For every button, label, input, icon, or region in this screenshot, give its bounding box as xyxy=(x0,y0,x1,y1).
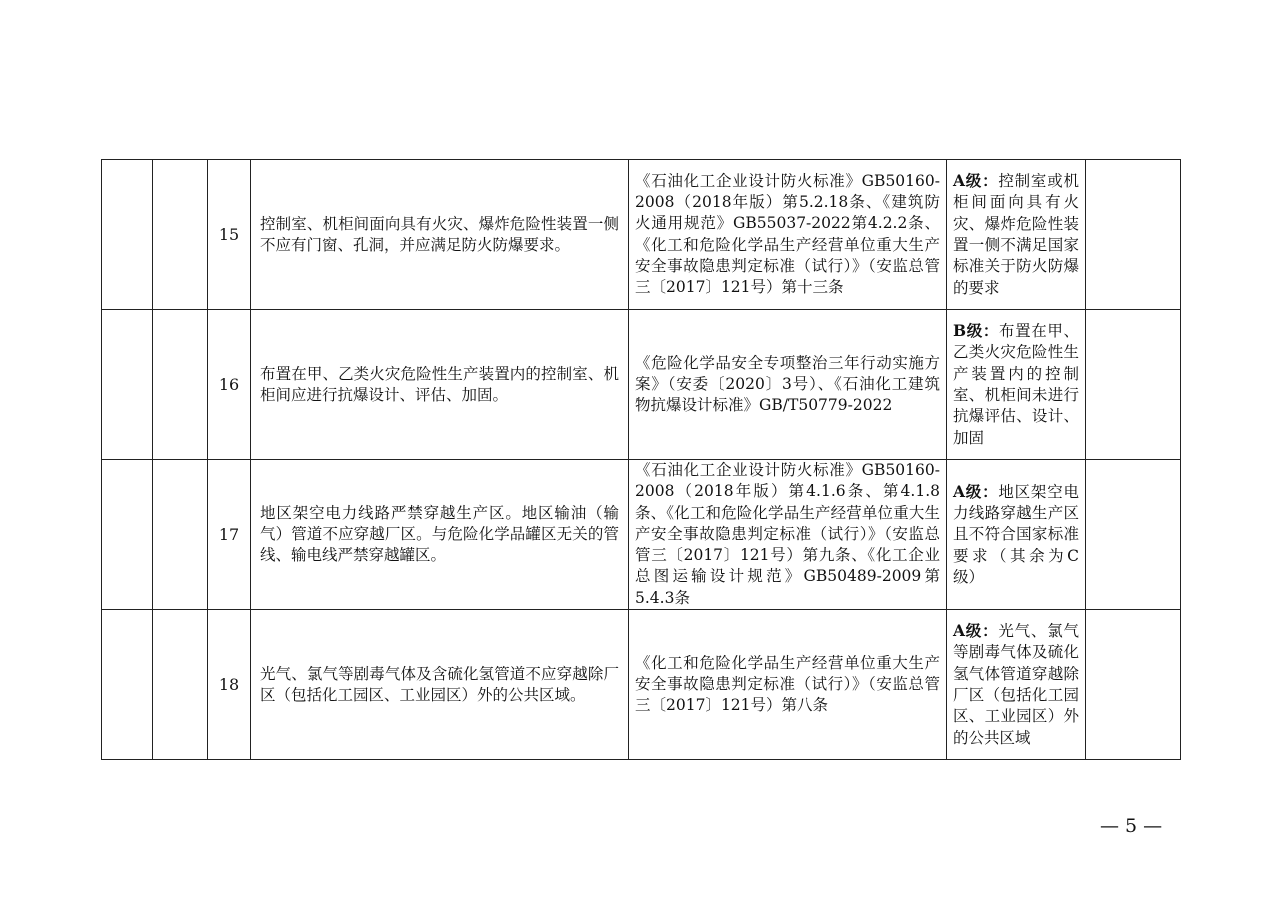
requirement-text: 控制室、机柜间面向具有火灾、爆炸危险性装置一侧不应有门窗、孔洞，并应满足防火防爆要求。 xyxy=(251,160,629,310)
subcategory-cell xyxy=(153,160,208,310)
remarks-cell xyxy=(1086,310,1181,460)
row-number: 17 xyxy=(208,460,251,610)
hazard-level-cell xyxy=(947,460,1086,610)
remarks-cell xyxy=(1086,460,1181,610)
row-number: 18 xyxy=(208,610,251,760)
level-label: A级： xyxy=(953,481,999,501)
subcategory-cell xyxy=(153,610,208,760)
page-number: — 5 — xyxy=(1100,815,1163,837)
level-label: B级： xyxy=(953,321,999,341)
requirement-text: 地区架空电力线路严禁穿越生产区。地区输油（输气）管道不应穿越厂区。与危险化学品罐区无关的管线、输电线严禁穿越罐区。 xyxy=(251,460,629,610)
hazard-standards-table xyxy=(101,159,1181,760)
table-row xyxy=(102,160,1181,310)
hazard-level-cell xyxy=(947,160,1086,310)
table-row xyxy=(102,610,1181,760)
hazard-level-cell xyxy=(947,610,1086,760)
remarks-cell xyxy=(1086,160,1181,310)
row-number: 16 xyxy=(208,310,251,460)
level-label: A级： xyxy=(953,171,999,191)
category-cell xyxy=(102,160,153,310)
level-text: 布置在甲、乙类火灾危险性生产装置内的控制室、机柜间未进行抗爆评估、设计、加固 xyxy=(953,322,1079,447)
level-text: 光气、氯气等剧毒气体及硫化氢气体管道穿越除厂区（包括化工园区、工业园区）外的公共区域 xyxy=(953,622,1079,747)
row-number: 15 xyxy=(208,160,251,310)
basis-text: 《化工和危险化学品生产经营单位重大生产安全事故隐患判定标准（试行）》（安监总管三〔2017〕121号）第八条 xyxy=(629,610,947,760)
table-row xyxy=(102,460,1181,610)
category-cell xyxy=(102,610,153,760)
category-cell xyxy=(102,310,153,460)
category-cell xyxy=(102,460,153,610)
requirement-text: 布置在甲、乙类火灾危险性生产装置内的控制室、机柜间应进行抗爆设计、评估、加固。 xyxy=(251,310,629,460)
remarks-cell xyxy=(1086,610,1181,760)
basis-text: 《石油化工企业设计防火标准》GB50160-2008（2018年版）第4.1.6条、第4.1.8条、《化工和危险化学品生产经营单位重大生产安全事故隐患判定标准（试行）》（安监总管三〔2017〕121号）第九条、《化工企业总图运输设计规范》GB50489-2009第5.4.3条 xyxy=(629,460,947,610)
requirement-text: 光气、氯气等剧毒气体及含硫化氢管道不应穿越除厂区（包括化工园区、工业园区）外的公共区域。 xyxy=(251,610,629,760)
level-label: A级： xyxy=(953,621,999,641)
table-row xyxy=(102,310,1181,460)
level-text: 控制室或机柜间面向具有火灾、爆炸危险性装置一侧不满足国家标准关于防火防爆的要求 xyxy=(953,172,1079,297)
subcategory-cell xyxy=(153,310,208,460)
basis-text: 《危险化学品安全专项整治三年行动实施方案》（安委〔2020〕3号）、《石油化工建筑物抗爆设计标准》GB/T50779-2022 xyxy=(629,310,947,460)
basis-text: 《石油化工企业设计防火标准》GB50160-2008（2018年版）第5.2.18条、《建筑防火通用规范》GB55037-2022第4.2.2条、《化工和危险化学品生产经营单位重大生产安全事故隐患判定标准（试行）》（安监总管三〔2017〕121号）第十三条 xyxy=(629,160,947,310)
subcategory-cell xyxy=(153,460,208,610)
hazard-level-cell xyxy=(947,310,1086,460)
level-text: 地区架空电力线路穿越生产区且不符合国家标准要求（其余为C级） xyxy=(953,482,1079,586)
